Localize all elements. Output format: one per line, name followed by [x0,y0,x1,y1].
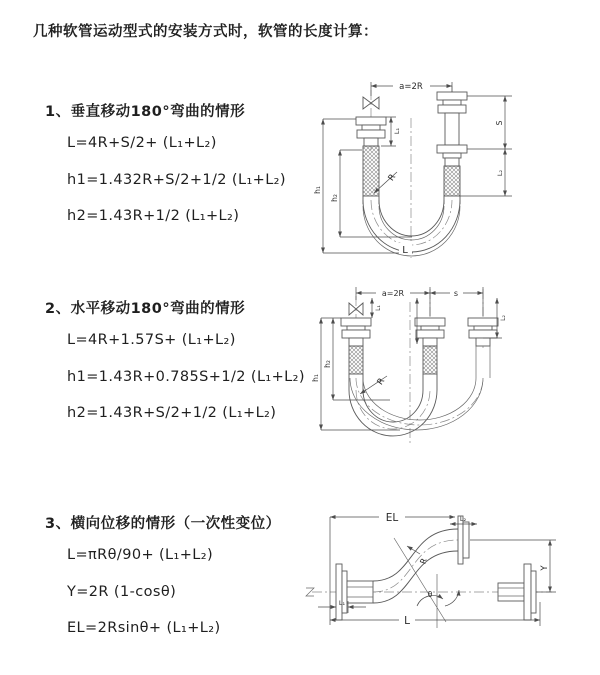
formula-el: EL=2Rsinθ+ (L₁+L₂) [67,620,221,636]
dim-label-h2: h₂ [323,360,332,368]
radius-leader [407,546,420,554]
displaced-flange [458,516,469,564]
right-pipe-fitting [437,92,467,196]
dim-label-l1: L₁ [338,599,346,607]
dim-label-l1: L₁ [393,127,401,135]
dim-label-shift: s [453,289,459,298]
left-pipe-fitting [341,318,371,374]
dim-label-l1: L₁ [375,305,382,311]
right-pipe-fitting [468,318,498,346]
formula-h2: h2=1.43R+1/2 (L₁+L₂) [67,208,240,224]
center-pipe-fitting [415,318,445,374]
section-horizontal-movement [45,297,305,439]
left-flange [336,564,373,620]
section-2-heading: 2、水平移动180°弯曲的情形 [45,301,246,317]
formula-length: L=4R+S/2+ (L₁+L₂) [67,135,217,151]
formula-y: Y=2R (1-cosθ) [67,583,177,600]
original-pipe-flange [498,564,536,620]
section-1-heading: 1、垂直移动180°弯曲的情形 [45,104,246,120]
dim-label-l2: L₂ [496,169,504,177]
page-title: 几种软管运动型式的安装方式时，软管的长度计算： [33,24,378,40]
dim-label-l: L [402,245,408,256]
formula-h1: h1=1.432R+S/2+1/2 (L₁+L₂) [67,171,286,188]
formula-length: L=πRθ/90+ (L₁+L₂) [67,547,214,563]
dim-label-a2r: a=2R [399,82,423,92]
dim-label-h1: h₁ [311,374,320,382]
diagram-vertical-180-bend [308,70,598,265]
hose-inner-wall [363,390,423,422]
radius-label: R [386,172,399,184]
angle-label: θ [427,590,433,599]
hose-centerline-arc [356,390,430,429]
section-3-heading: 3、横向位移的情形（一次性变位） [45,516,281,532]
centerline [356,289,483,445]
hose-inner-wall-moved [379,206,444,240]
dim-label-a2r: a=2R [381,289,405,298]
dim-label-l2: L₂ [459,515,467,523]
formula-length: L=4R+1.57S+ (L₁+L₂) [67,332,236,348]
formula-h1: h1=1.43R+0.785S+1/2 (L₁+L₂) [67,368,305,385]
radius-label: R [418,556,429,566]
angle-arc [445,590,459,606]
hose-centerline-arc-moved [356,378,483,425]
left-pipe-fitting [356,117,386,196]
section-lateral-displacement [45,512,281,654]
dim-label-s: S [495,120,504,126]
dim-label-el: EL [385,512,399,524]
hose-outer-wall-moved [350,378,483,430]
dim-label-l2: L₂ [500,315,507,321]
radius-label: R [375,376,388,388]
formula-h2: h2=1.43R+S/2+1/2 (L₁+L₂) [67,405,277,421]
diagram-horizontal-180-bend [308,283,598,463]
hose-lower-wall [373,551,458,603]
dim-label-l: L [404,615,410,627]
diagram-lateral-displacement [300,505,600,653]
hose-legs [349,374,437,390]
extension-lines [460,96,512,196]
dim-label-h2: h₂ [330,194,339,202]
section-vertical-movement [45,100,286,242]
dim-label-h1: h₁ [313,186,322,194]
dim-label-y: Y [540,565,550,571]
hose-legs [363,196,460,204]
hose-centerline [373,540,458,592]
hose-legs-moved [476,346,490,378]
